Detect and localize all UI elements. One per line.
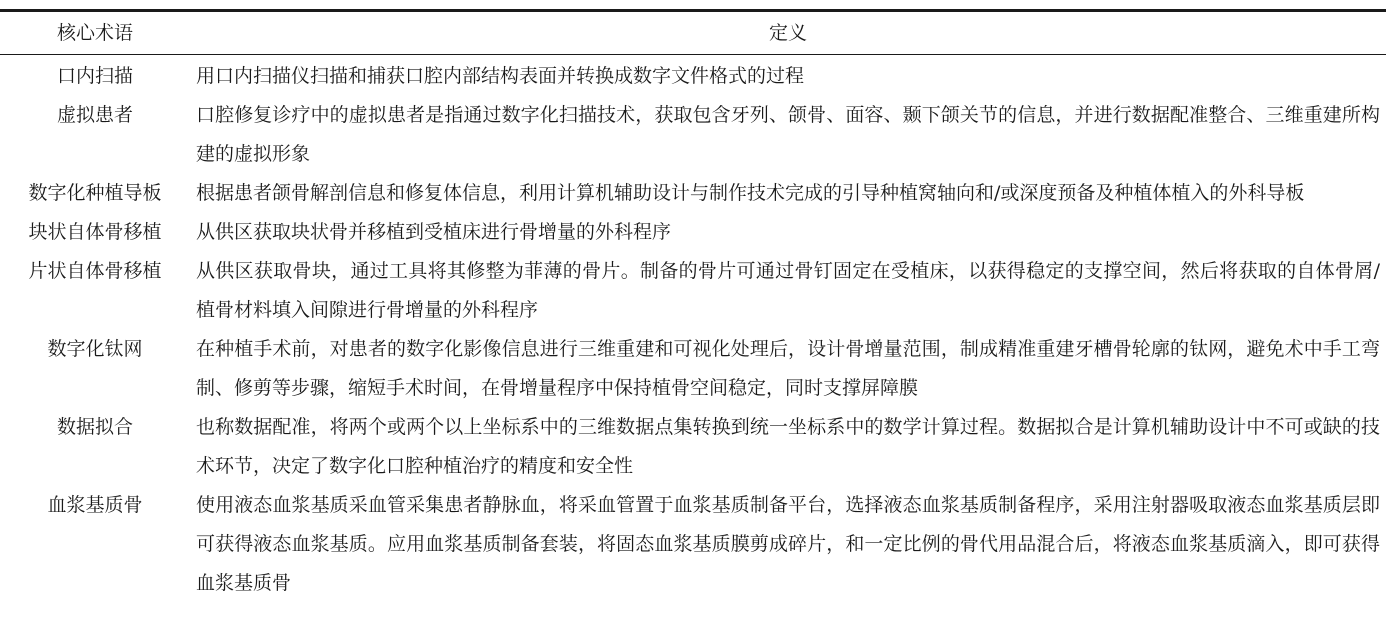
table-row	[0, 174, 1386, 213]
term-cell: 片状自体骨移植	[28, 260, 162, 282]
definition-cell: 也称数据配准，将两个或两个以上坐标系中的三维数据点集转换到统一坐标系中的数学计算过程。数据拟合是计算机辅助设计中不可或缺的技术环节，决定了数字化口腔种植治疗的精度和安全性	[196, 416, 1380, 477]
table-row	[0, 408, 1386, 486]
definition-cell: 根据患者颌骨解剖信息和修复体信息，利用计算机辅助设计与制作技术完成的引导种植窝轴向和/或深度预备及种植体植入的外科导板	[196, 182, 1305, 204]
table-row	[0, 252, 1386, 330]
definition-cell: 使用液态血浆基质采血管采集患者静脉血，将采血管置于血浆基质制备平台，选择液态血浆基质制备程序，采用注射器吸取液态血浆基质层即可获得液态血浆基质。应用血浆基质制备套装，将固态血浆基质膜剪成碎片，和一定比例的骨代用品混合后，将液态血浆基质滴入，即可获得血浆基质骨	[196, 494, 1380, 594]
definition-cell: 从供区获取骨块，通过工具将其修整为菲薄的骨片。制备的骨片可通过骨钉固定在受植床，以获得稳定的支撑空间，然后将获取的自体骨屑/植骨材料填入间隙进行骨增量的外科程序	[196, 260, 1380, 321]
header-term: 核心术语	[56, 22, 133, 44]
table-row	[0, 96, 1386, 174]
term-cell: 血浆基质骨	[47, 494, 143, 516]
table-row	[0, 486, 1386, 603]
table-body	[0, 57, 1386, 603]
definition-cell: 口腔修复诊疗中的虚拟患者是指通过数字化扫描技术，获取包含牙列、颌骨、面容、颞下颌关节的信息，并进行数据配准整合、三维重建所构建的虚拟形象	[196, 104, 1380, 165]
table-header	[0, 12, 1386, 54]
term-cell: 口内扫描	[56, 65, 133, 87]
term-cell: 虚拟患者	[56, 104, 133, 126]
definition-cell: 从供区获取块状骨并移植到受植床进行骨增量的外科程序	[196, 221, 672, 243]
term-cell: 数字化种植导板	[28, 182, 162, 204]
term-cell: 块状自体骨移植	[28, 221, 162, 243]
table-row	[0, 330, 1386, 408]
term-cell: 数字化钛网	[47, 338, 143, 360]
table-header-rule	[0, 54, 1386, 55]
table-row	[0, 213, 1386, 252]
definition-cell: 用口内扫描仪扫描和捕获口腔内部结构表面并转换成数字文件格式的过程	[196, 65, 805, 87]
term-cell: 数据拟合	[56, 416, 133, 438]
table-row	[0, 57, 1386, 96]
definition-cell: 在种植手术前，对患者的数字化影像信息进行三维重建和可视化处理后，设计骨增量范围，制成精准重建牙槽骨轮廓的钛网，避免术中手工弯制、修剪等步骤，缩短手术时间，在骨增量程序中保持植骨空间稳定，同时支撑屏障膜	[196, 338, 1380, 399]
header-definition: 定义	[768, 22, 807, 44]
